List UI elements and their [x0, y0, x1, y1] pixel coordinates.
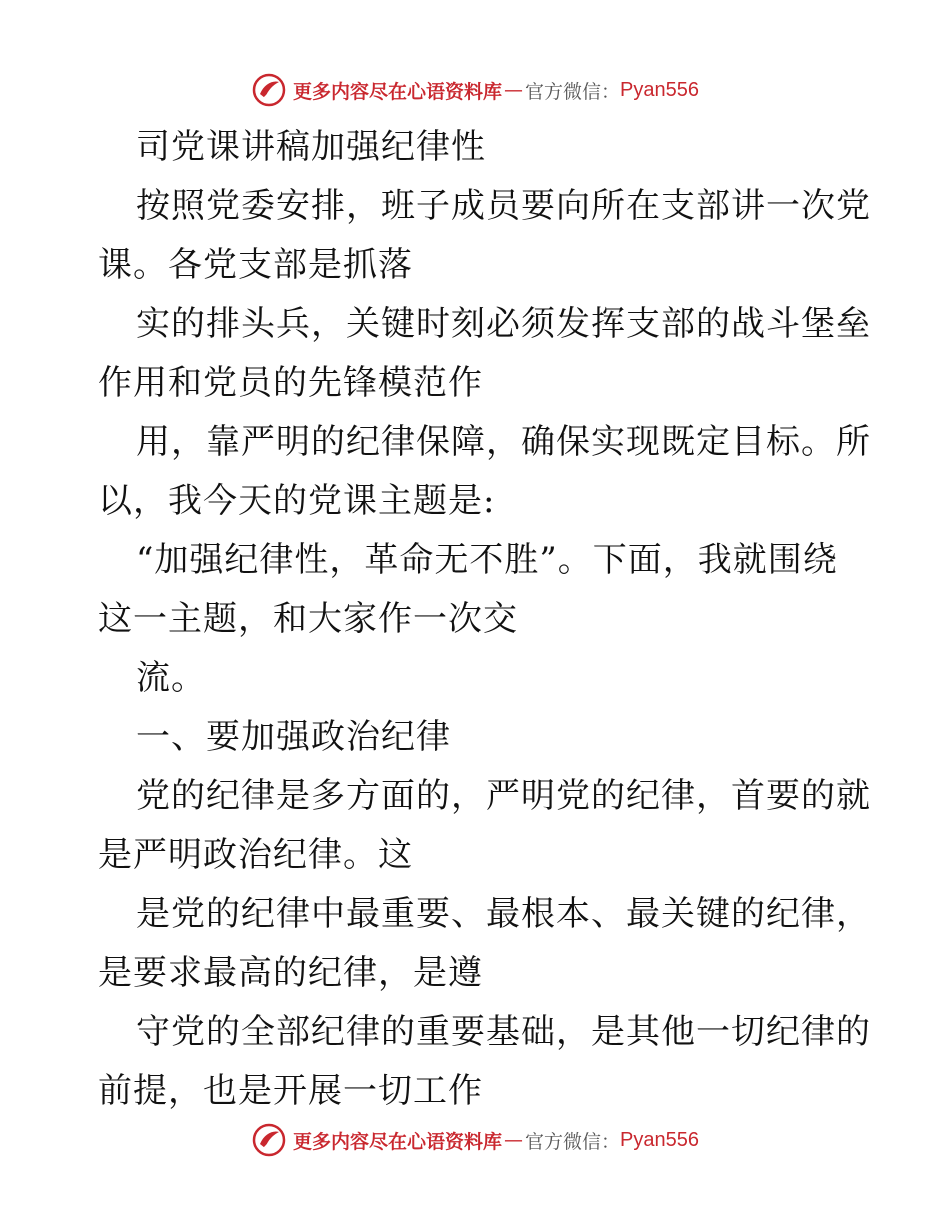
watermark-separator: —	[504, 79, 524, 101]
text-line: 以，我今天的党课主题是:	[98, 481, 496, 521]
footer-watermark	[0, 1120, 950, 1160]
header-watermark	[0, 70, 950, 110]
document-body	[98, 118, 871, 1121]
logo-icon	[251, 72, 287, 108]
logo-icon	[251, 1122, 287, 1158]
text-line: 是党的纪律中最重要、最根本、最关键的纪律，	[136, 894, 871, 934]
text-line: 实的排头兵，关键时刻必须发挥支部的战斗堡垒	[136, 304, 871, 344]
text-line: 司党课讲稿加强纪律性	[136, 127, 486, 167]
text-line: 流。	[136, 658, 206, 698]
watermark-id: Pyan556	[620, 78, 699, 101]
watermark-text: 更多内容尽在心语资料库	[293, 80, 503, 103]
text-line: 这一主题，和大家作一次交	[98, 599, 518, 639]
watermark-text: 更多内容尽在心语资料库	[293, 1130, 503, 1153]
watermark-label: 官方微信：	[525, 80, 621, 103]
section-heading: 一、要加强政治纪律	[136, 717, 451, 757]
text-line: 前提，也是开展一切工作	[98, 1071, 483, 1111]
watermark-label: 官方微信：	[525, 1130, 621, 1153]
text-line: 作用和党员的先锋模范作	[98, 363, 483, 403]
watermark-id: Pyan556	[620, 1128, 699, 1151]
text-line: 党的纪律是多方面的，严明党的纪律，首要的就	[136, 776, 871, 816]
text-line: 课。各党支部是抓落	[98, 245, 413, 285]
text-line: 按照党委安排，班子成员要向所在支部讲一次党	[136, 186, 871, 226]
text-line: 是要求最高的纪律，是遵	[98, 953, 483, 993]
text-line: “加强纪律性，革命无不胜”。下面，我就围绕	[136, 540, 838, 580]
text-line: 用，靠严明的纪律保障，确保实现既定目标。所	[136, 422, 871, 462]
text-line: 守党的全部纪律的重要基础，是其他一切纪律的	[136, 1012, 871, 1052]
watermark-separator: —	[504, 1129, 524, 1151]
text-line: 是严明政治纪律。这	[98, 835, 413, 875]
